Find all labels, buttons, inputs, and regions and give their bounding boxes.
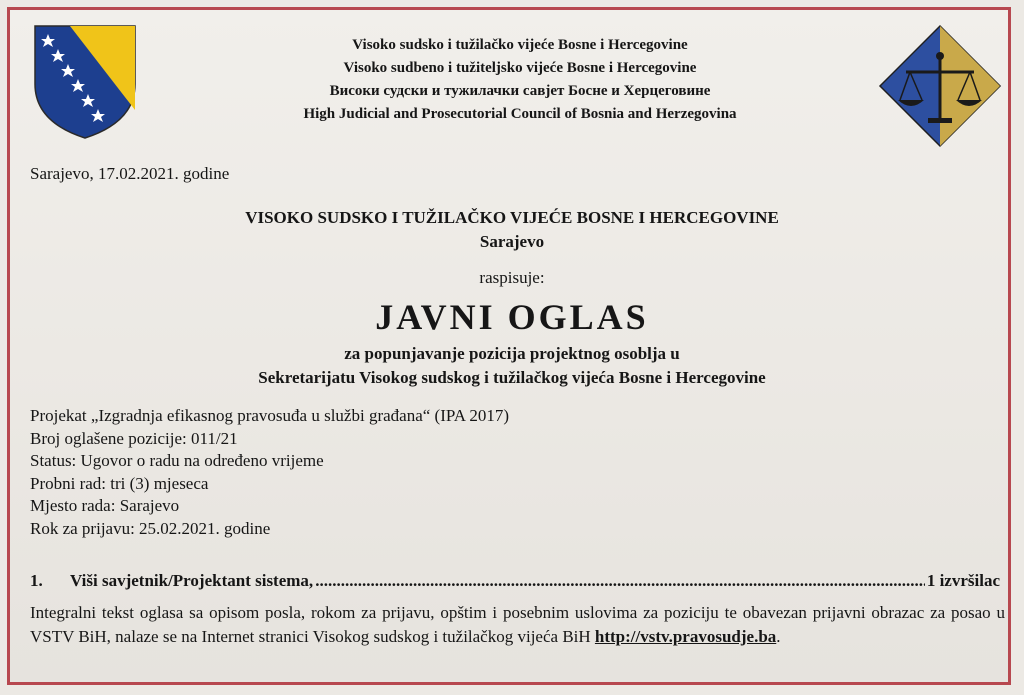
detail-probation: Probni rad: tri (3) mjeseca (30, 473, 209, 493)
organization-city: Sarajevo (479, 232, 545, 251)
announces-label: raspisuje: (479, 268, 545, 287)
detail-status: Status: Ugovor o radu na određeno vrijeme (30, 451, 324, 470)
info-paragraph (30, 601, 1005, 649)
detail-project: Projekat „Izgradnja efikasnog pravosuđa u službi građana“ (IPA 2017) (30, 406, 510, 425)
detail-deadline: Rok za prijavu: 25.02.2021. godine (30, 518, 271, 538)
position-leader-dots (315, 571, 925, 591)
letterhead-line-hr: Visoko sudbeno i tužiteljsko vijeće Bosne i Hercegovine (343, 60, 697, 76)
letterhead-line-sr: Високи судски и тужилачки савјет Босне и Херцеговине (329, 83, 711, 99)
notice-frame (7, 7, 1011, 685)
position-entry (30, 571, 1000, 591)
detail-position-number: Broj oglašene pozicije: 011/21 (30, 428, 238, 448)
details-list (30, 405, 509, 540)
notice-subtitle (10, 342, 1011, 390)
organization-block (10, 206, 1011, 254)
info-paragraph-end: . (776, 627, 781, 646)
position-title: Viši savjetnik/Projektant sistema, (70, 571, 314, 590)
letterhead-line-en: High Judicial and Prosecutorial Council of Bosnia and Herzegovina (303, 106, 737, 122)
detail-location: Mjesto rada: Sarajevo (30, 496, 180, 515)
position-number: 1. (30, 571, 43, 590)
date-line: Sarajevo, 17.02.2021. godine (30, 164, 230, 183)
website-link[interactable]: http://vstv.pravosudje.ba (594, 627, 777, 646)
subtitle-line-1: za popunjavanje pozicija projektnog osoblja u (344, 344, 680, 363)
subtitle-line-2: Sekretarijatu Visokog sudskog i tužilačkog vijeća Bosne i Hercegovine (258, 368, 766, 387)
bih-coat-of-arms-icon (30, 22, 140, 142)
position-count: 1 izvršilac (926, 571, 1000, 590)
notice-title: JAVNI OGLAS (375, 297, 649, 337)
vstv-scales-emblem-icon (876, 22, 1004, 152)
letterhead-line-bs: Visoko sudsko i tužilačko vijeće Bosne i Hercegovine (352, 37, 688, 53)
info-paragraph-text: Integralni tekst oglasa sa opisom posla, rokom za prijavu, opštim i posebnim uslovima za poziciju te obavezan prijavni obrazac za posao u VSTV BiH, nalaze se na Internet stranici Visokog sudskog i tužilačkog vijeća BiH (30, 603, 1005, 646)
organization-name: VISOKO SUDSKO I TUŽILAČKO VIJEĆE BOSNE I HERCEGOVINE (245, 208, 779, 227)
letterhead (240, 34, 800, 126)
